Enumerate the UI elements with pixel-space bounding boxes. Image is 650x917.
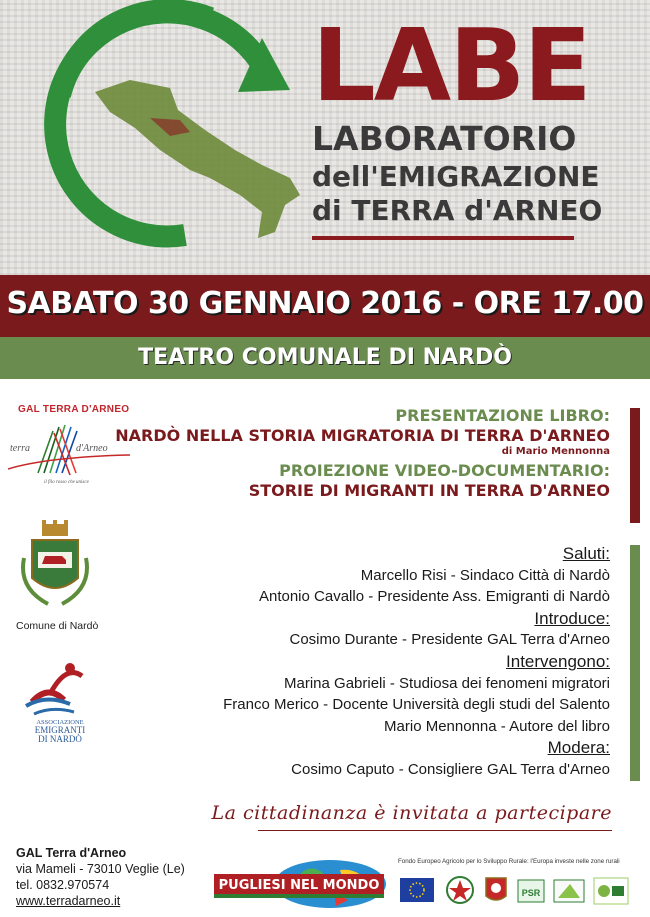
invitation-underline [258, 830, 612, 831]
modera-speaker: Cosimo Caputo - Consigliere GAL Terra d'Arneo [291, 760, 610, 778]
program-accent-bar [630, 545, 640, 781]
video-title: STORIE DI MIGRANTI IN TERRA D'ARNEO [248, 480, 610, 500]
saluti-speaker-1: Marcello Risi - Sindaco Città di Nardò [360, 566, 610, 584]
program-block [223, 543, 610, 781]
gal-word-1: terra [10, 443, 30, 454]
contact-phone: tel. 0832.970574 [16, 878, 110, 892]
intervengono-speaker-2: Franco Merico - Docente Università degli studi del Salento [223, 696, 610, 714]
date-banner [0, 275, 650, 337]
video-label: PROIEZIONE VIDEO-DOCUMENTARIO: [279, 460, 610, 480]
italian-republic-emblem-icon [447, 877, 473, 903]
pnm-label: PUGLIESI NEL MONDO [218, 878, 380, 893]
introduce-heading: Introduce: [534, 608, 610, 628]
presentation-block [115, 406, 610, 501]
header-mosaic [0, 0, 650, 275]
labe-title: LABE [312, 7, 590, 124]
assoc-line-1: ASSOCIAZIONE [36, 719, 84, 726]
invitation-text: La cittadinanza è invitata a partecipare [211, 802, 612, 824]
venue: TEATRO COMUNALE DI NARDÒ [138, 345, 512, 370]
psr-label: PSR [521, 888, 541, 898]
book-author: di Mario Mennonna [501, 446, 610, 457]
leader-logo-icon [594, 878, 628, 904]
website-link[interactable]: www.terradarneo.it [16, 894, 121, 908]
contact-address: via Mameli - 73010 Veglie (Le) [16, 862, 185, 876]
labe-underline [312, 236, 574, 240]
saluti-heading: Saluti: [562, 544, 610, 563]
gal-tagline: il filo rosso che unisce [44, 480, 89, 485]
book-title: NARDÒ NELLA STORIA MIGRATORIA DI TERRA D'ARNEO [115, 426, 610, 445]
presentation-accent-bar [630, 408, 640, 523]
labe-line-2: dell'EMIGRAZIONE [312, 160, 600, 193]
gal-word-2: d'Arneo [76, 443, 108, 454]
intervengono-heading: Intervengono: [506, 651, 610, 671]
eu-flag-icon [400, 878, 434, 902]
regione-puglia-crest-icon [486, 878, 506, 900]
associazione-emigranti-logo [20, 654, 100, 744]
saluti-speaker-2: Antonio Cavallo - Presidente Ass. Emigranti di Nardò [258, 588, 610, 606]
comune-label: Comune di Nardò [16, 620, 99, 632]
intervengono-speaker-1: Marina Gabrieli - Studiosa dei fenomeni migratori [284, 674, 610, 692]
introduce-speaker: Cosimo Durante - Presidente GAL Terra d'Arneo [289, 631, 610, 649]
pugliesi-nel-mondo-logo [210, 858, 390, 914]
labe-line-3: di TERRA d'ARNEO [312, 194, 603, 227]
gal-logo-title: GAL TERRA D'ARNEO [18, 404, 130, 415]
date-time: SABATO 30 GENNAIO 2016 - ORE 17.00 [6, 286, 644, 321]
presentation-label: PRESENTAZIONE LIBRO: [395, 406, 610, 425]
modera-heading: Modera: [547, 738, 610, 758]
contact-block [16, 845, 185, 909]
intervengono-speaker-3: Mario Mennonna - Autore del libro [384, 717, 610, 735]
assoc-line-3: DI NARDÒ [38, 734, 82, 744]
agricultural-fund-logo-icon [554, 880, 584, 902]
funding-text: Fondo Europeo Agricolo per lo Sviluppo Rurale: l'Europa investe nelle zone rurali [398, 858, 620, 865]
contact-org: GAL Terra d'Arneo [16, 846, 127, 860]
psr-logo-icon [518, 880, 544, 902]
funding-logos-row [398, 872, 638, 908]
venue-banner [0, 337, 650, 379]
comune-crest-icon [18, 518, 92, 614]
assoc-line-2: EMIGRANTI [34, 725, 86, 735]
labe-line-1: LABORATORIO [312, 119, 577, 158]
